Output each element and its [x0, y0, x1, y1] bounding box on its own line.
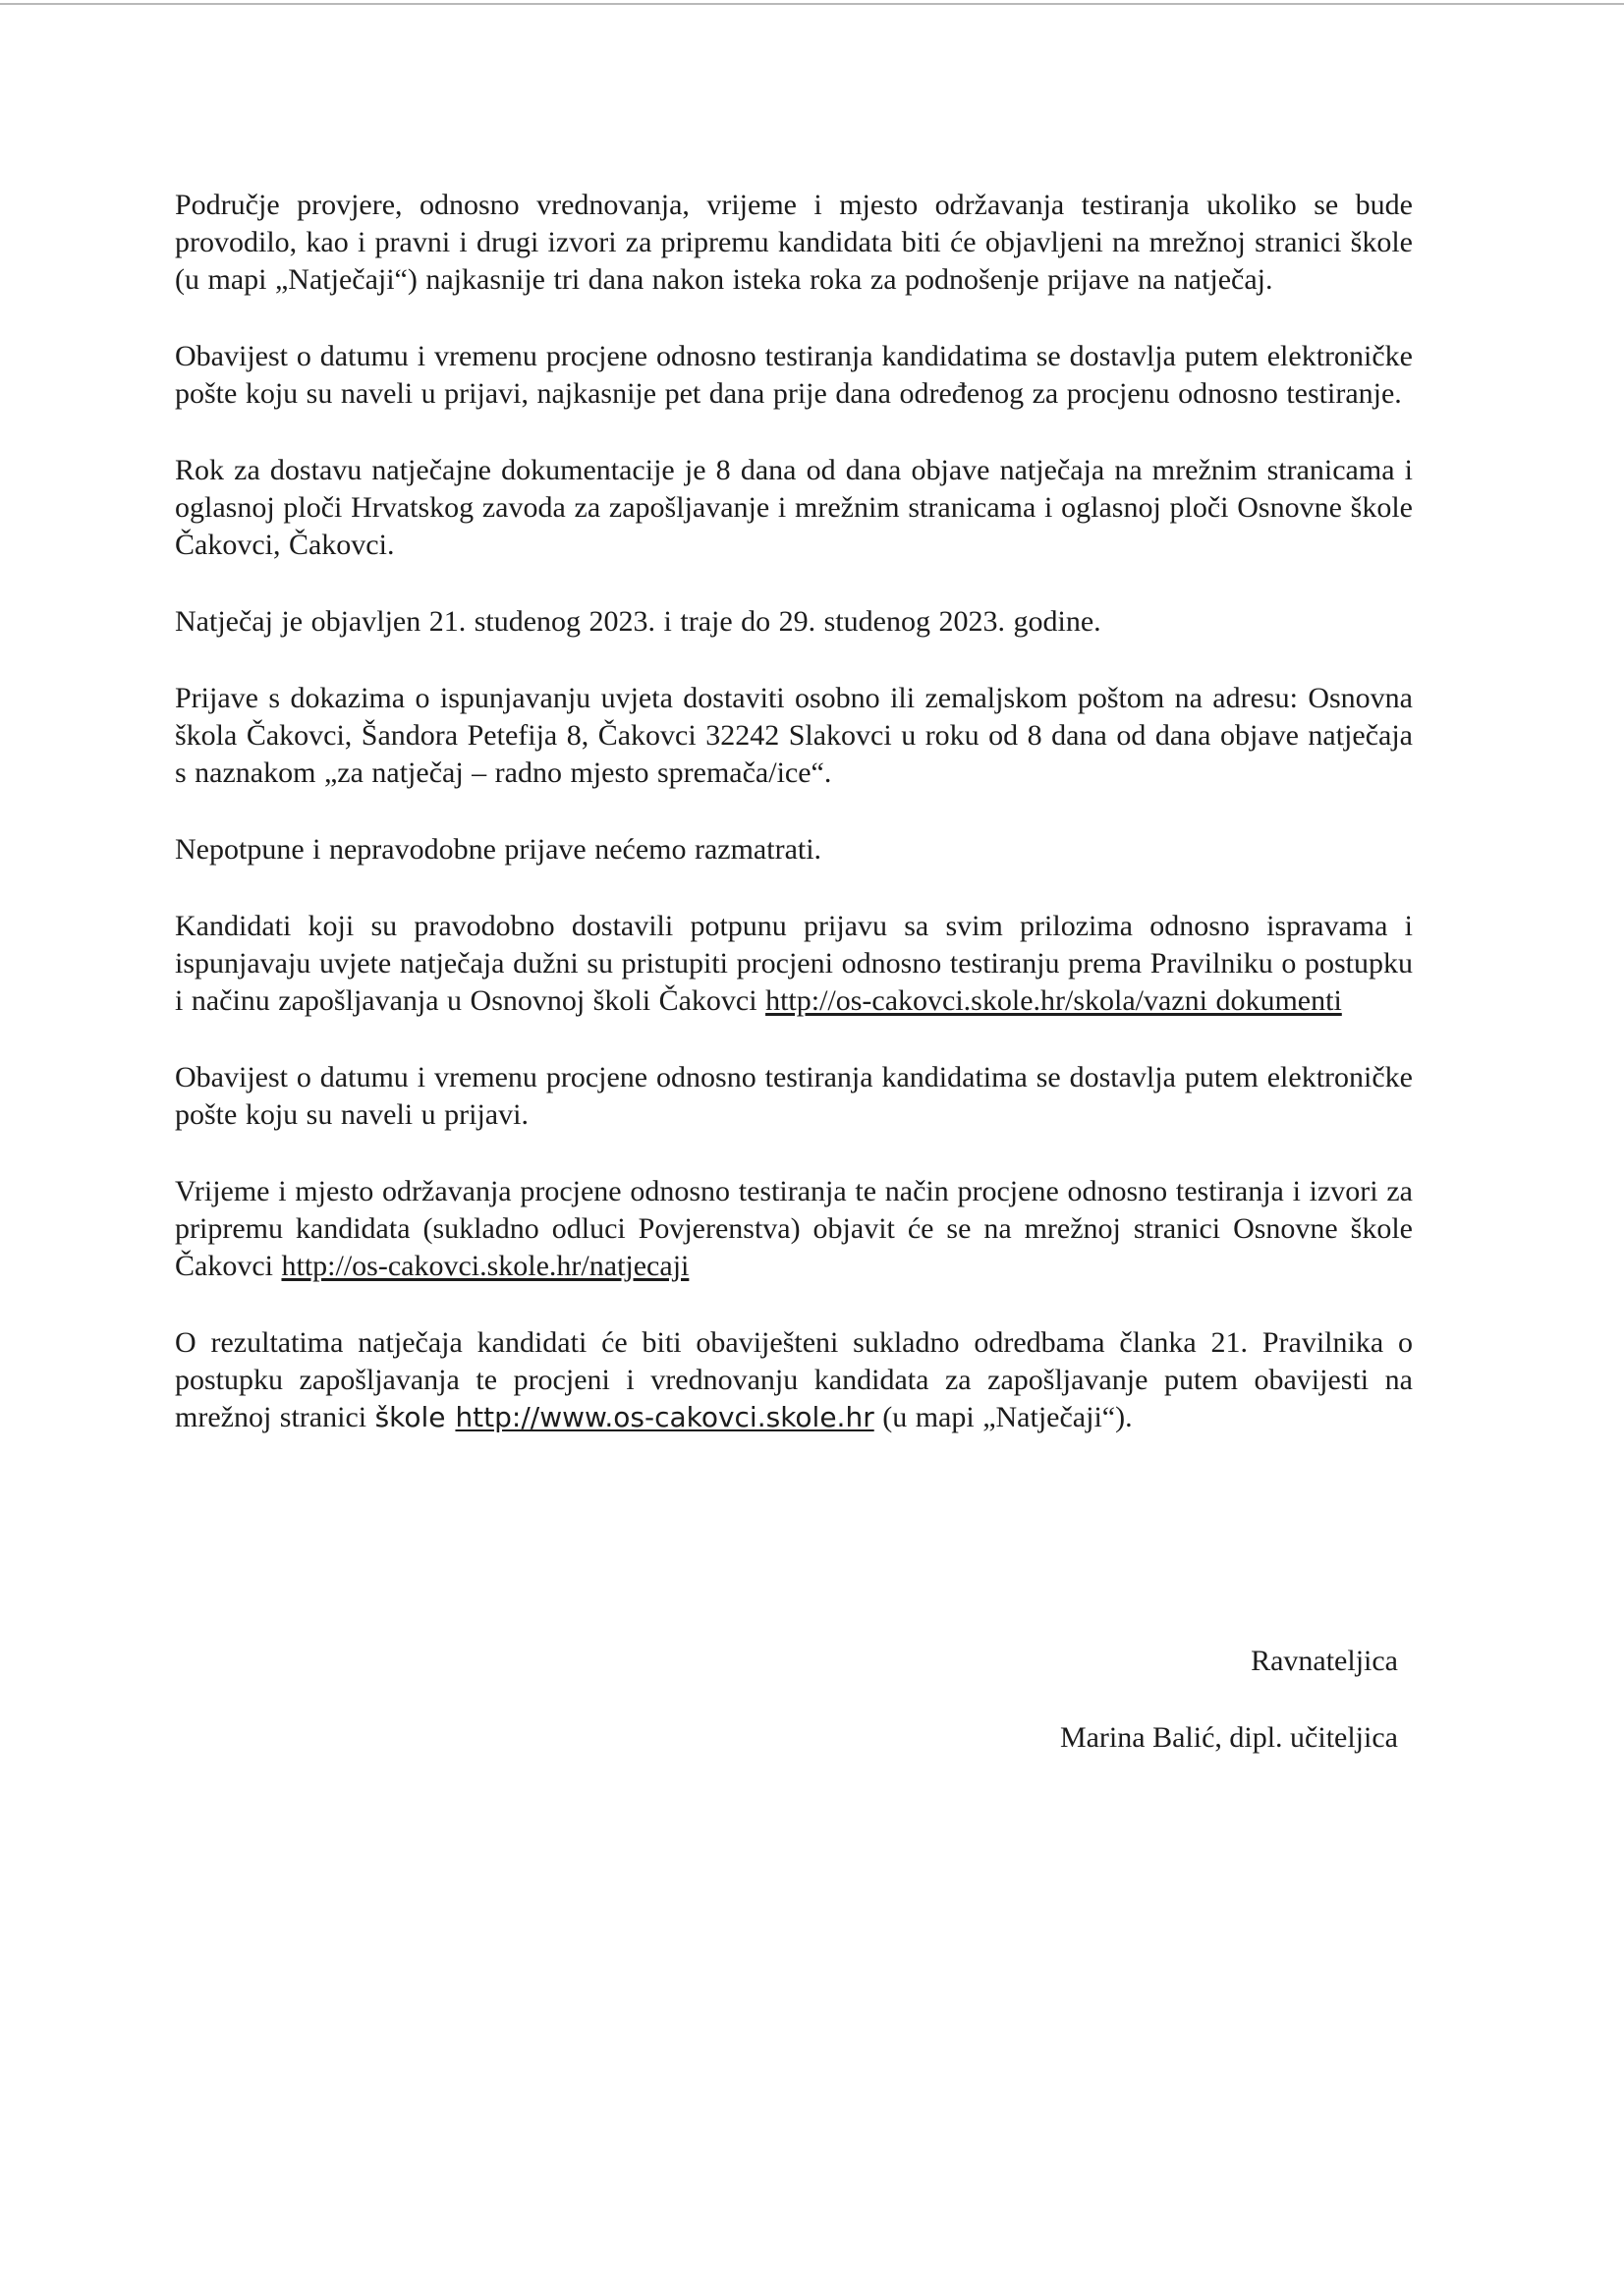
document-body: [175, 187, 1413, 1476]
signature-name: Marina Balić, dipl. učiteljica: [1059, 1721, 1398, 1754]
paragraph-testing-location-text: Vrijeme i mjesto održavanja procjene odnosno testiranja te način procjene odnosno testiranja i izvori za pripremu kandidata (sukladno odluci Povjerenstva) objavit će se na mrežnoj stranici Osnovne škole Čakovci: [175, 1175, 1413, 1282]
scan-top-edge: [0, 3, 1624, 5]
paragraph-evaluation-area: Područje provjere, odnosno vrednovanja, vrijeme i mjesto održavanja testiranja ukoliko se bude provodilo, kao i pravni i drugi izvori za pripremu kandidata biti će objavljeni na mrežnoj stranici škole (u mapi „Natječaji“) najkasnije tri dana nakon isteka roka za podnošenje prijave na natječaj.: [175, 189, 1413, 296]
school-website-link[interactable]: http://www.os-cakovci.skole.hr: [455, 1401, 874, 1433]
paragraph-application-address: Prijave s dokazima o ispunjavanju uvjeta dostaviti osobno ili zemaljskom poštom na adresu: Osnovna škola Čakovci, Šandora Petefija 8, Čakovci 32242 Slakovci u roku od 8 dana od dana objave natječaja s naznakom „za natječaj – radno mjesto spremača/ice“.: [175, 682, 1413, 789]
paragraph-candidate-obligations: [175, 908, 1413, 1020]
paragraph-results-notice-text: O rezultatima natječaja kandidati će biti obaviješteni sukladno odredbama članka 21. Pravilnika o postupku zapošljavanja te procjeni i vrednovanju kandidata za zapošljavanje putem obavijesti na mrežnoj stranici: [175, 1326, 1413, 1433]
paragraph-results-notice-tail: (u mapi „Natječaji“).: [873, 1401, 1133, 1433]
signature-title: Ravnateljica: [1251, 1645, 1398, 1677]
paragraph-testing-location: [175, 1173, 1413, 1285]
paragraph-results-school-word: škole: [374, 1401, 456, 1433]
paragraph-results-notice: [175, 1324, 1413, 1436]
paragraph-candidate-obligations-text: Kandidati koji su pravodobno dostavili potpunu prijavu sa svim prilozima odnosno ispravama i ispunjavaju uvjete natječaja dužni su pristupiti procjeni odnosno testiranju prema Pravilniku o postupku i načinu zapošljavanja u Osnovnoj školi Čakovci: [175, 910, 1413, 1017]
paragraph-submission-deadline: Rok za dostavu natječajne dokumentacije je 8 dana od dana objave natječaja na mrežnim stranicama i oglasnoj ploči Hrvatskog zavoda za zapošljavanje i mrežnim stranicama i oglasnoj ploči Osnovne škole Čakovci, Čakovci.: [175, 454, 1413, 561]
paragraph-email-notice: Obavijest o datumu i vremenu procjene odnosno testiranja kandidatima se dostavlja putem elektroničke pošte koju su naveli u prijavi.: [175, 1061, 1413, 1131]
paragraph-testing-notice: Obavijest o datumu i vremenu procjene odnosno testiranja kandidatima se dostavlja putem elektroničke pošte koju su naveli u prijavi, najkasnije pet dana prije dana određenog za procjenu odnosno testiranje.: [175, 340, 1413, 410]
important-documents-link[interactable]: http://os-cakovci.skole.hr/skola/vazni dokumenti: [765, 984, 1342, 1017]
natjecaji-link[interactable]: http://os-cakovci.skole.hr/natjecaji: [281, 1250, 690, 1282]
paragraph-incomplete-applications: Nepotpune i nepravodobne prijave nećemo razmatrati.: [175, 833, 822, 866]
paragraph-publication-dates: Natječaj je objavljen 21. studenog 2023. i traje do 29. studenog 2023. godine.: [175, 605, 1101, 638]
